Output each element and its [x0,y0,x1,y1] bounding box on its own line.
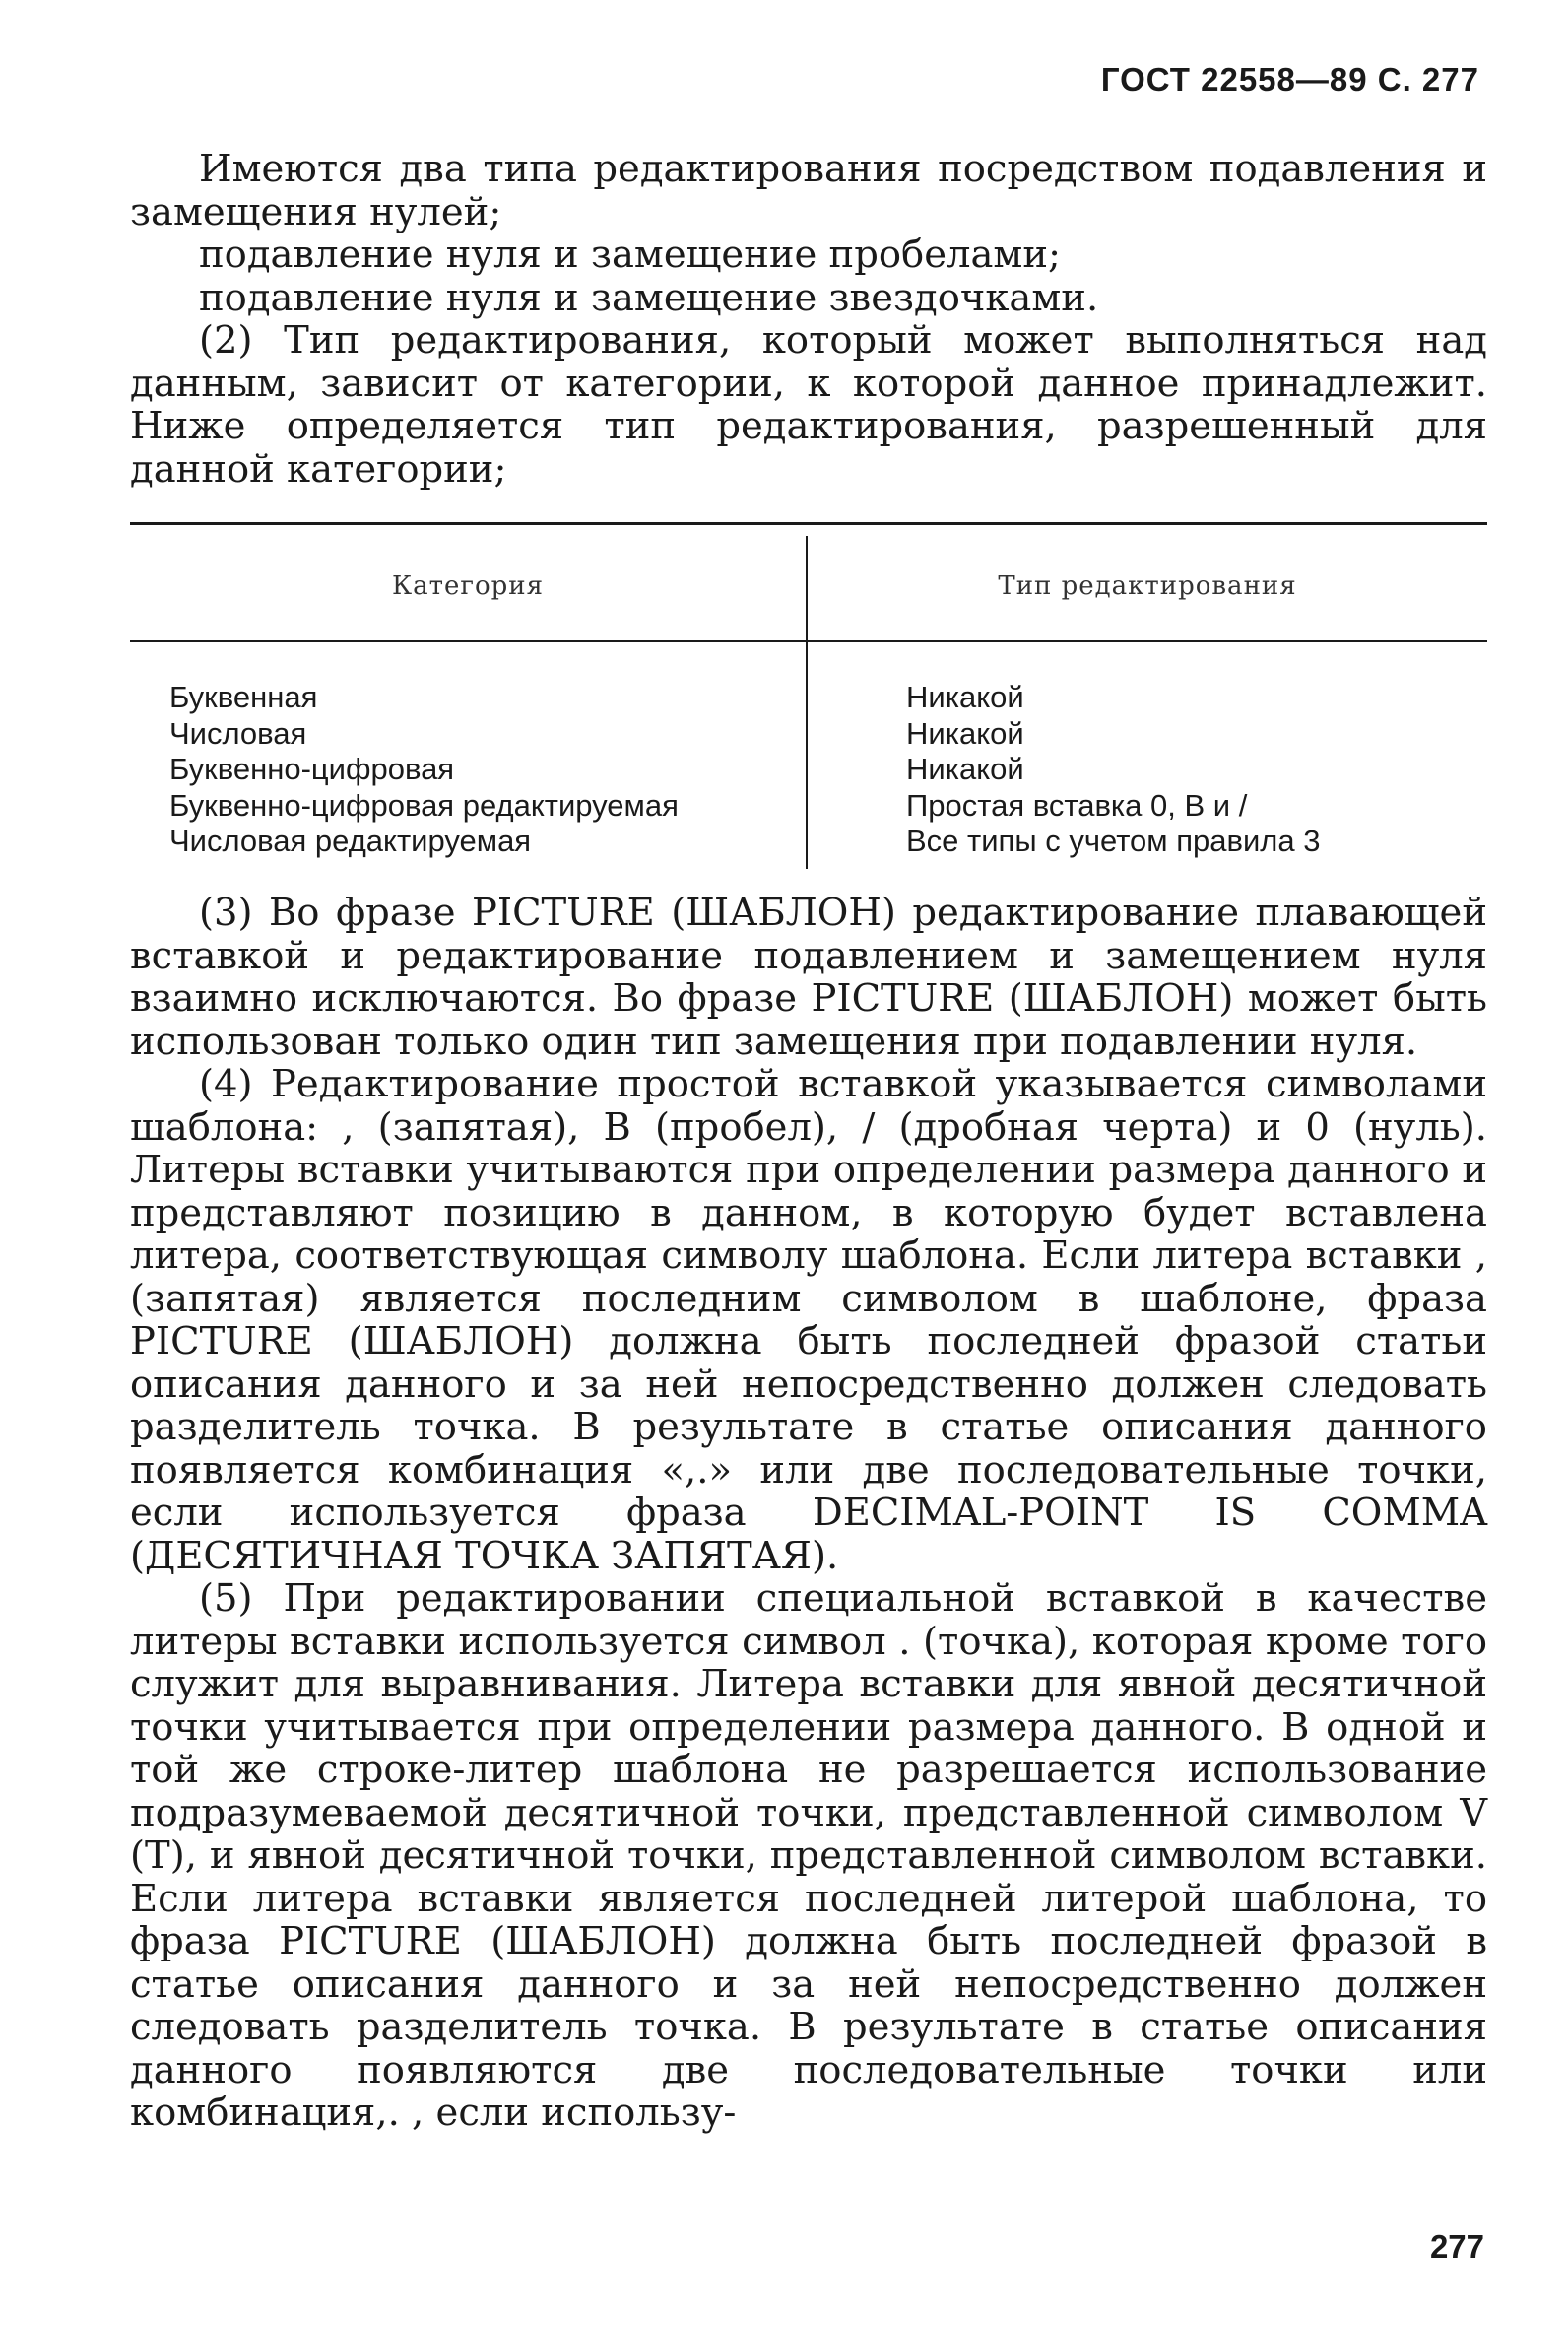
intro-list-item: подавление нуля и замещение пробелами; [199,232,1061,277]
table-cell-category: Числовая редактируемая [169,824,532,858]
editing-type-table [130,522,1487,869]
table-cell-type: Никакой [906,680,1024,714]
table-cell-category: Буквенно-цифровая [169,752,455,786]
table-header-rule [130,640,1487,642]
table-top-rule [130,522,1487,525]
column-header-type: Тип редактирования [998,571,1297,601]
body-text [130,892,1487,2135]
table-cell-type: Все типы с учетом правила 3 [906,824,1321,858]
page-number: 277 [1429,2228,1484,2265]
table-cell-type: Никакой [906,715,1024,751]
table-cell-category: Буквенно-цифровая редактируемая [169,787,679,823]
column-header-category: Категория [391,571,545,601]
category-column [169,680,679,860]
paragraph-3: (3) Во фразе PICTURE (ШАБЛОН) редактирование плавающей вставкой и редактирование подавлением и замещением нуля взаимно исключаются. Во фразе PICTURE (ШАБЛОН) может быть использован только один тип замещения при подавлении нуля. [130,891,1487,1064]
type-column [906,680,1320,860]
table-cell-type: Никакой [906,752,1024,786]
intro-paragraph: Имеются два типа редактирования посредством подавления и замещения нулей; [130,147,1487,234]
intro-list-item: подавление нуля и замещение звездочками. [199,275,1099,320]
table-cell-category: Числовая [169,715,307,751]
intro-text [130,148,1487,491]
table-cell-type: Простая вставка 0, В и / [906,787,1248,823]
paragraph-5: (5) При редактировании специальной вставкой в качестве литеры вставки используется символ . (точка), которая кроме того служит для выравнивания. Литера вставки для явной десятичной точки учитывается при определении размера данного. В одной и той же строке-литер шаблона не разрешается использование подразумеваемой десятичной точки, представленной символом V (Т), и явной десятичной точки, представленной символом вставки. Если литера вставки является последней литерой шаблона, то фраза PICTURE (ШАБЛОН) должна быть последней фразой в статье описания данного и за ней непосредственно должен следовать разделитель точка. В результате в статье описания данного появляются две последовательные точки или комбинация,. , если использу- [130,1576,1487,2135]
running-header: ГОСТ 22558—89 С. 277 [1100,61,1479,98]
paragraph-2: (2) Тип редактирования, который может выполняться над данным, зависит от категории, к которой данное принадлежит. Ниже определяется тип редактирования, разрешенный для данной категории; [130,318,1487,492]
paragraph-4: (4) Редактирование простой вставкой указывается символами шаблона: , (запятая), В (пробел), / (дробная черта) и 0 (нуль). Литеры вставки учитываются при определении размера данного и представляют позицию в данном, в которую будет вставлена литера, соответствующая символу шаблона. Если литера вставки , (запятая) является последним символом в шаблоне, фраза PICTURE (ШАБЛОН) должна быть последней фразой статьи описания данного и за ней непосредственно должен следовать разделитель точка. В результате в статье описания данного появляется комбинация «,.» или две последовательные точки, если используется фраза DECIMAL-POINT IS COMMA (ДЕСЯТИЧНАЯ ТОЧКА ЗАПЯТАЯ). [130,1062,1487,1578]
table-cell-category: Буквенная [169,680,318,714]
